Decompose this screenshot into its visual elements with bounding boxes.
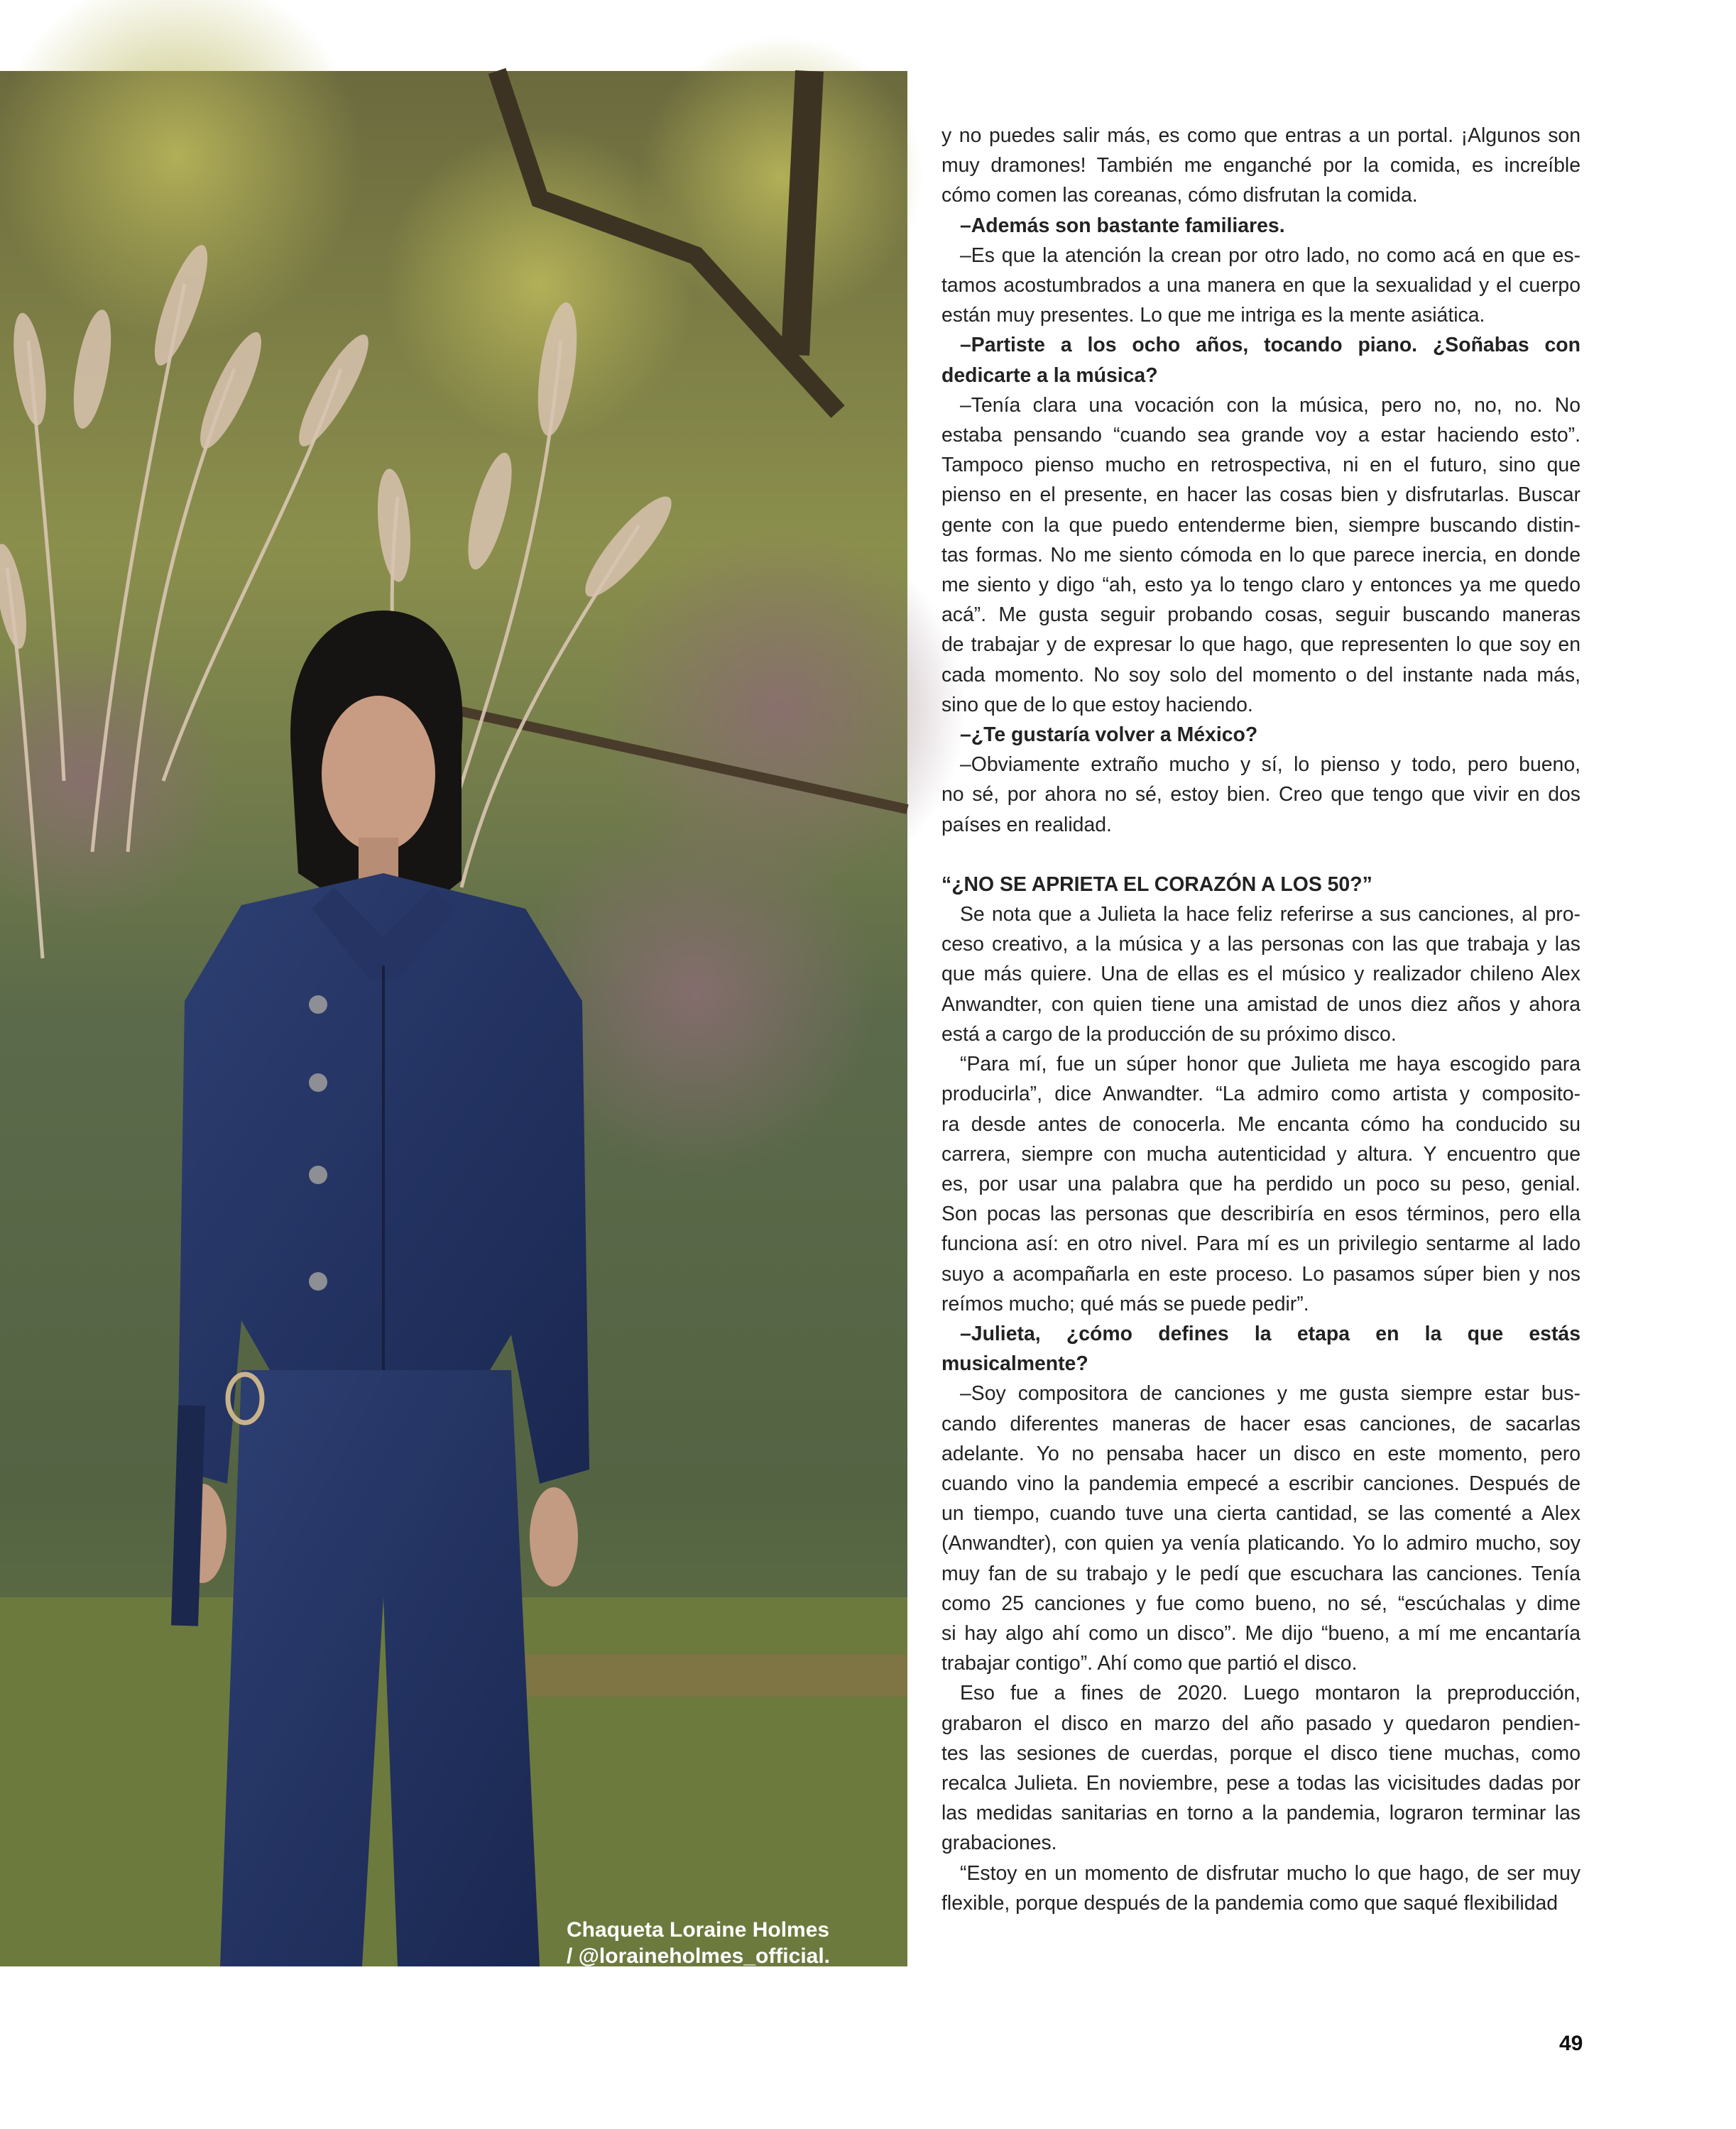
caption-line: Chaqueta Loraine Holmes <box>567 1918 830 1942</box>
text-line: no sé, por ahora no sé, estoy bien. Creo que tengo que vivir en dos <box>941 783 1581 806</box>
article-body <box>941 121 1581 1918</box>
text-line: Son pocas las personas que describiría en esos términos, pero ella <box>941 1203 1581 1226</box>
text-line: reímos mucho; qué más se puede pedir”. <box>941 1292 1309 1315</box>
text-line: tamos acostumbrados a una manera en que la sexualidad y el cuerpo <box>941 274 1581 297</box>
text-line: Tampoco pienso mucho en retrospectiva, ni en el futuro, sino que <box>941 454 1581 477</box>
text-line: está a cargo de la producción de su próximo disco. <box>941 1022 1397 1046</box>
text-line: adelante. Yo no pensaba hacer un disco en este momento, pero <box>941 1442 1581 1465</box>
paragraph <box>941 121 1581 211</box>
section-spacer <box>941 840 1581 870</box>
text-line: y no puedes salir más, es como que entras a un portal. ¡Algunos son <box>941 124 1581 147</box>
text-line: cando diferentes maneras de hacer esas canciones, de sacarlas <box>941 1412 1581 1435</box>
section-heading <box>941 870 1581 899</box>
paragraph <box>941 390 1581 720</box>
text-line: dedicarte a la música? <box>941 363 1158 387</box>
text-line: suyo a acompañarla en este proceso. Lo pasamos súper bien y nos <box>941 1262 1581 1286</box>
text-line: producirla”, dice Anwandter. “La admiro como artista y composito- <box>941 1083 1581 1106</box>
text-line: –Tenía clara una vocación con la música, pero no, no, no. No <box>960 393 1581 417</box>
paragraph <box>941 1859 1581 1918</box>
text-line: ra desde antes de conocerla. Me encanta cómo ha conducido su <box>941 1112 1581 1136</box>
paragraph <box>941 1049 1581 1319</box>
text-line: si hay algo ahí como un disco”. Me dijo “bueno, a mí me encantaría <box>941 1621 1581 1645</box>
text-line: tas formas. No me siento cómoda en lo que parece inercia, en donde <box>941 543 1581 567</box>
paragraph <box>941 1379 1581 1678</box>
page-number: 49 <box>1559 2032 1583 2055</box>
text-line: –Partiste a los ocho años, tocando piano. ¿Soñabas con <box>960 334 1581 357</box>
text-line: un tiempo, cuando tuve una cierta cantidad, se las comenté a Alex <box>941 1502 1581 1526</box>
text-line: “¿NO SE APRIETA EL CORAZÓN A LOS 50?” <box>941 872 1372 896</box>
text-line: –Obviamente extraño mucho y sí, lo pienso y todo, pero bueno, <box>960 753 1581 777</box>
paragraph <box>941 241 1581 331</box>
text-line: que más quiere. Una de ellas es el músico y realizador chileno Alex <box>941 963 1581 986</box>
text-line: grabaciones. <box>941 1832 1057 1855</box>
photo-caption <box>567 1917 841 1996</box>
text-line: –¿Te gustaría volver a México? <box>960 723 1258 747</box>
portrait-photo <box>0 71 907 1994</box>
text-line: como 25 canciones y fue como bueno, no sé, “escúchalas y dime <box>941 1592 1581 1615</box>
caption-line: / @loraineholmes_official. <box>567 1944 831 1968</box>
interview-question <box>941 211 1581 241</box>
text-line: cuando vino la pandemia empecé a escribir canciones. Después de <box>941 1472 1581 1495</box>
interview-question <box>941 1319 1581 1379</box>
paragraph <box>941 899 1581 1049</box>
text-line: muy fan de su trabajo y le pedí que escuchara las canciones. Tenía <box>941 1562 1581 1585</box>
text-line: –Soy compositora de canciones y me gusta siempre estar bus- <box>960 1382 1581 1406</box>
caption-line: Flores IG @carritodeflores. <box>567 1971 841 1994</box>
text-line: trabajar contigo”. Ahí como que partió el disco. <box>941 1652 1358 1675</box>
text-line: (Anwandter), con quien ya venía platicando. Yo lo admiro mucho, soy <box>941 1532 1581 1555</box>
text-line: –Además son bastante familiares. <box>960 214 1285 237</box>
text-line: sino que de lo que estoy haciendo. <box>941 693 1253 716</box>
text-line: Eso fue a fines de 2020. Luego montaron la preproducción, <box>960 1682 1581 1705</box>
text-line: Anwandter, con quien tiene una amistad de unos diez años y ahora <box>941 992 1581 1016</box>
text-line: grabaron el disco en marzo del año pasado y quedaron pendien- <box>941 1712 1581 1735</box>
text-line: ceso creativo, a la música y a las personas con las que trabaja y las <box>941 933 1581 956</box>
interview-question <box>941 720 1581 750</box>
text-line: cada momento. No soy solo del momento o del instante nada más, <box>941 663 1581 686</box>
text-line: “Estoy en un momento de disfrutar mucho lo que hago, de ser muy <box>960 1861 1581 1885</box>
text-line: gente con la que puedo entenderme bien, siempre buscando distin- <box>941 513 1581 537</box>
text-line: musicalmente? <box>941 1352 1088 1376</box>
text-line: de trabajar y de expresar lo que hago, que representen lo que soy en <box>941 633 1581 657</box>
text-line: me siento y digo “ah, esto ya lo tengo claro y entonces ya me quedo <box>941 574 1581 597</box>
text-line: Se nota que a Julieta la hace feliz referirse a sus canciones, al pro- <box>960 903 1581 926</box>
text-line: las medidas sanitarias en torno a la pandemia, lograron terminar las <box>941 1802 1581 1825</box>
text-line: cómo comen las coreanas, cómo disfrutan la comida. <box>941 184 1418 207</box>
text-line: muy dramones! También me enganché por la comida, es increíble <box>941 154 1581 177</box>
text-line: –Julieta, ¿cómo defines la etapa en la que estás <box>960 1322 1581 1345</box>
text-line: están muy presentes. Lo que me intriga es la mente asiática. <box>941 304 1485 327</box>
text-line: países en realidad. <box>941 813 1112 836</box>
text-line: funciona así: en otro nivel. Para mí es un privilegio sentarme al lado <box>941 1232 1581 1256</box>
text-line: pienso en el presente, en hacer las cosas bien y disfrutarlas. Buscar <box>941 483 1581 507</box>
text-line: estaba pensando “cuando sea grande voy a estar haciendo esto”. <box>941 424 1581 447</box>
text-line: recalca Julieta. En noviembre, pese a todas las vicisitudes dadas por <box>941 1771 1581 1795</box>
text-line: acá”. Me gusta seguir probando cosas, seguir buscando maneras <box>941 603 1581 627</box>
portrait-illustration <box>0 71 907 1966</box>
text-line: es, por usar una palabra que ha perdido un poco su peso, genial. <box>941 1172 1581 1195</box>
paragraph <box>941 750 1581 840</box>
text-line: tes las sesiones de cuerdas, porque el disco tiene muchas, como <box>941 1741 1581 1765</box>
interview-question <box>941 330 1581 390</box>
text-line: “Para mí, fue un súper honor que Julieta me haya escogido para <box>960 1053 1581 1076</box>
text-line: carrera, siempre con mucha autenticidad y altura. Y encuentro que <box>941 1142 1581 1166</box>
text-line: flexible, porque después de la pandemia como que saqué flexibilidad <box>941 1891 1558 1915</box>
paragraph <box>941 1678 1581 1858</box>
text-line: –Es que la atención la crean por otro lado, no como acá en que es- <box>960 243 1581 267</box>
